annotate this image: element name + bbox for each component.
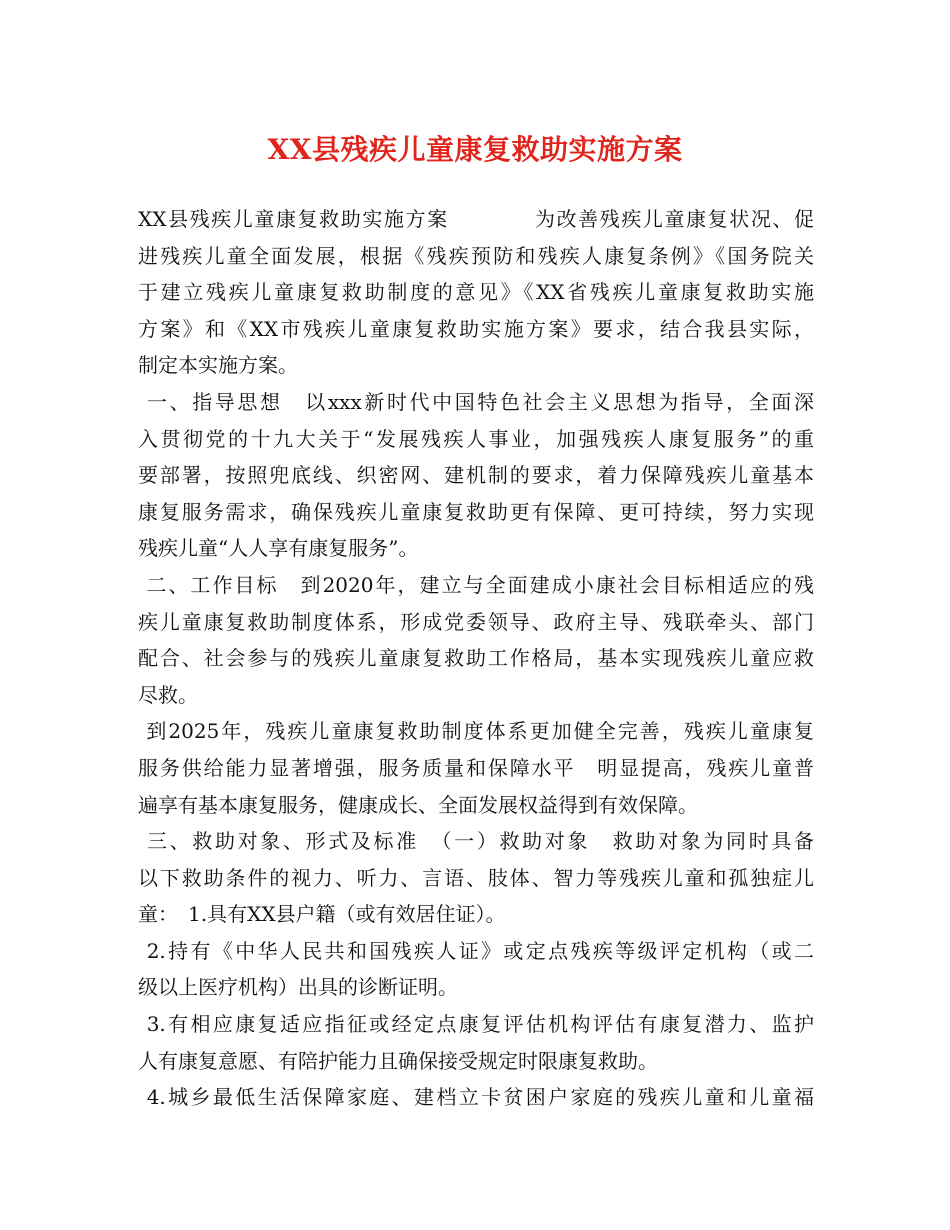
body-line: 到2025年，残疾儿童康复救助制度体系更加健全完善，残疾儿童康复 xyxy=(138,719,814,744)
body-line: 二、工作目标 到2020年，建立与全面建成小康社会目标相适应的残 xyxy=(138,572,814,597)
body-line: 于建立残疾儿童康复救助制度的意见》《XX省残疾儿童康复救助实施 xyxy=(138,280,814,305)
body-line: 要部署，按照兜底线、织密网、建机制的要求，着力保障残疾儿童基本 xyxy=(138,463,814,488)
body-line: 服务供给能力显著增强，服务质量和保障水平 明显提高，残疾儿童普 xyxy=(138,755,814,780)
body-line: 入贯彻党的十九大关于“发展残疾人事业，加强残疾人康复服务”的重 xyxy=(138,426,814,451)
body-line: 进残疾儿童全面发展，根据《残疾预防和残疾人康复条例》《国务院关 xyxy=(138,243,814,268)
body-line: 童： 1.具有XX县户籍（或有效居住证）。 xyxy=(138,902,506,927)
body-line: 2.持有《中华人民共和国残疾人证》或定点残疾等级评定机构（或二 xyxy=(138,938,814,963)
body-line: 残疾儿童“人人享有康复服务”。 xyxy=(138,536,419,561)
body-line: 配合、社会参与的残疾儿童康复救助工作格局，基本实现残疾儿童应救 xyxy=(138,646,814,671)
body-line: XX县残疾儿童康复救助实施方案 为改善残疾儿童康复状况、促 xyxy=(138,207,814,231)
body-line: 遍享有基本康复服务，健康成长、全面发展权益得到有效保障。 xyxy=(138,792,698,817)
document-title: XX县残疾儿童康复救助实施方案 xyxy=(267,133,683,166)
body-line: 尽救。 xyxy=(138,682,198,707)
body-line: 4.城乡最低生活保障家庭、建档立卡贫困户家庭的残疾儿童和儿童福 xyxy=(138,1085,814,1110)
body-line: 康复服务需求，确保残疾儿童康复救助更有保障、更可持续，努力实现 xyxy=(138,499,814,524)
document-body xyxy=(138,201,814,1116)
body-line: 以下救助条件的视力、听力、言语、肢体、智力等残疾儿童和孤独症儿 xyxy=(138,865,814,890)
body-line: 制定本实施方案。 xyxy=(138,353,298,378)
body-line: 一、指导思想 以xxx新时代中国特色社会主义思想为指导，全面深 xyxy=(138,389,814,414)
body-line: 疾儿童康复救助制度体系，形成党委领导、政府主导、残联牵头、部门 xyxy=(138,609,814,634)
body-line: 三、救助对象、形式及标准 （一）救助对象 救助对象为同时具备 xyxy=(138,829,814,854)
body-line: 级以上医疗机构）出具的诊断证明。 xyxy=(138,975,458,1000)
body-line: 方案》和《XX市残疾儿童康复救助实施方案》要求，结合我县实际， xyxy=(138,316,814,341)
body-line: 人有康复意愿、有陪护能力且确保接受规定时限康复救助。 xyxy=(138,1048,658,1073)
body-line: 3.有相应康复适应指征或经定点康复评估机构评估有康复潜力、监护 xyxy=(138,1012,814,1037)
